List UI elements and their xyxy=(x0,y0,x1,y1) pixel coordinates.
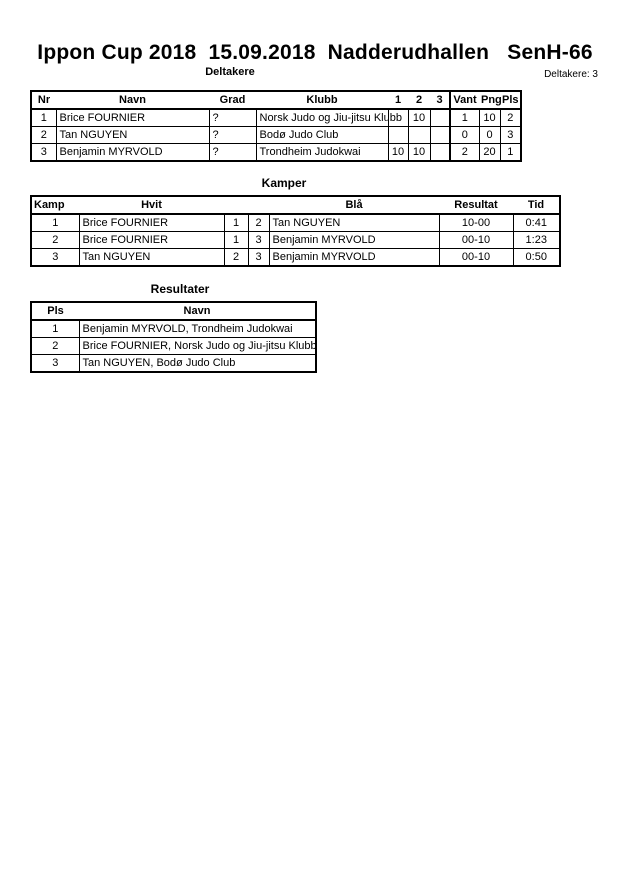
cell-pls: 2 xyxy=(31,338,79,355)
section-label-kamper: Kamper xyxy=(261,176,307,190)
results-table xyxy=(30,301,317,373)
cell-pls: 1 xyxy=(500,144,521,162)
col-header-match2: 2 xyxy=(408,91,430,109)
result-row xyxy=(31,320,316,338)
participant-row xyxy=(31,127,521,144)
match-row xyxy=(31,232,560,249)
col-header-bla-nr xyxy=(248,196,269,214)
cell-resultat: 00-10 xyxy=(439,249,513,267)
result-row xyxy=(31,355,316,373)
col-header-hvit: Hvit xyxy=(79,196,224,214)
col-header-resultat: Resultat xyxy=(439,196,513,214)
cell-hvit-nr: 2 xyxy=(224,249,248,267)
section-label-resultater: Resultater xyxy=(150,282,210,296)
cell-kamp-nr: 2 xyxy=(31,232,79,249)
cell-kamp-nr: 3 xyxy=(31,249,79,267)
col-header-match1: 1 xyxy=(388,91,408,109)
cell-grad: ? xyxy=(209,127,256,144)
cell-bla-name: Benjamin MYRVOLD xyxy=(269,249,439,267)
cell-klubb: Trondheim Judokwai xyxy=(256,144,388,162)
results-header-row xyxy=(31,302,316,320)
cell-hvit-nr: 1 xyxy=(224,232,248,249)
cell-bla-nr: 3 xyxy=(248,249,269,267)
cell-png: 10 xyxy=(479,109,500,127)
col-header-png: Png xyxy=(479,91,500,109)
col-header-kamp: Kamp xyxy=(31,196,79,214)
cell-navn: Benjamin MYRVOLD xyxy=(56,144,209,162)
participant-row xyxy=(31,144,521,162)
section-label-deltakere: Deltakere xyxy=(205,66,255,78)
cell-match2: 10 xyxy=(408,109,430,127)
cell-tid: 0:50 xyxy=(513,249,560,267)
cell-navn: Tan NGUYEN, Bodø Judo Club xyxy=(79,355,316,373)
cell-bla-nr: 3 xyxy=(248,232,269,249)
cell-png: 20 xyxy=(479,144,500,162)
cell-grad: ? xyxy=(209,109,256,127)
cell-hvit-nr: 1 xyxy=(224,214,248,232)
cell-pls: 3 xyxy=(500,127,521,144)
cell-resultat: 00-10 xyxy=(439,232,513,249)
cell-kamp-nr: 1 xyxy=(31,214,79,232)
col-header-klubb: Klubb xyxy=(256,91,388,109)
cell-match2: 10 xyxy=(408,144,430,162)
cell-bla-name: Benjamin MYRVOLD xyxy=(269,232,439,249)
participants-count: Deltakere: 3 xyxy=(544,69,598,80)
cell-vant: 0 xyxy=(450,127,479,144)
cell-nr: 1 xyxy=(31,109,56,127)
cell-hvit-name: Brice FOURNIER xyxy=(79,232,224,249)
cell-vant: 2 xyxy=(450,144,479,162)
cell-grad: ? xyxy=(209,144,256,162)
match-row xyxy=(31,214,560,232)
cell-resultat: 10-00 xyxy=(439,214,513,232)
cell-navn: Brice FOURNIER xyxy=(56,109,209,127)
cell-klubb: Norsk Judo og Jiu-jitsu Klubb xyxy=(256,109,388,127)
col-header-pls: Pls xyxy=(31,302,79,320)
cell-match2 xyxy=(408,127,430,144)
col-header-hvit-nr xyxy=(224,196,248,214)
cell-nr: 2 xyxy=(31,127,56,144)
participants-table xyxy=(30,90,522,162)
cell-pls: 3 xyxy=(31,355,79,373)
col-header-bla: Blå xyxy=(269,196,439,214)
cell-bla-name: Tan NGUYEN xyxy=(269,214,439,232)
cell-vant: 1 xyxy=(450,109,479,127)
cell-tid: 1:23 xyxy=(513,232,560,249)
cell-pls: 1 xyxy=(31,320,79,338)
cell-tid: 0:41 xyxy=(513,214,560,232)
page-title: Ippon Cup 2018 15.09.2018 Nadderudhallen SenH-66 xyxy=(37,41,593,64)
cell-match1: 10 xyxy=(388,144,408,162)
cell-match3 xyxy=(430,144,450,162)
cell-bla-nr: 2 xyxy=(248,214,269,232)
match-row xyxy=(31,249,560,267)
cell-navn: Tan NGUYEN xyxy=(56,127,209,144)
result-row xyxy=(31,338,316,355)
participant-row xyxy=(31,109,521,127)
col-header-pls: Pls xyxy=(500,91,521,109)
col-header-match3: 3 xyxy=(430,91,450,109)
col-header-tid: Tid xyxy=(513,196,560,214)
col-header-navn: Navn xyxy=(79,302,316,320)
col-header-navn: Navn xyxy=(56,91,209,109)
cell-klubb: Bodø Judo Club xyxy=(256,127,388,144)
matches-header-row xyxy=(31,196,560,214)
participants-header-row xyxy=(31,91,521,109)
cell-match3 xyxy=(430,127,450,144)
cell-pls: 2 xyxy=(500,109,521,127)
col-header-grad: Grad xyxy=(209,91,256,109)
col-header-vant: Vant xyxy=(450,91,479,109)
cell-png: 0 xyxy=(479,127,500,144)
matches-table xyxy=(30,195,561,267)
cell-navn: Benjamin MYRVOLD, Trondheim Judokwai xyxy=(79,320,316,338)
col-header-nr: Nr xyxy=(31,91,56,109)
cell-navn: Brice FOURNIER, Norsk Judo og Jiu-jitsu Klubb xyxy=(79,338,316,355)
cell-match3 xyxy=(430,109,450,127)
cell-match1 xyxy=(388,127,408,144)
cell-hvit-name: Brice FOURNIER xyxy=(79,214,224,232)
cell-nr: 3 xyxy=(31,144,56,162)
cell-hvit-name: Tan NGUYEN xyxy=(79,249,224,267)
